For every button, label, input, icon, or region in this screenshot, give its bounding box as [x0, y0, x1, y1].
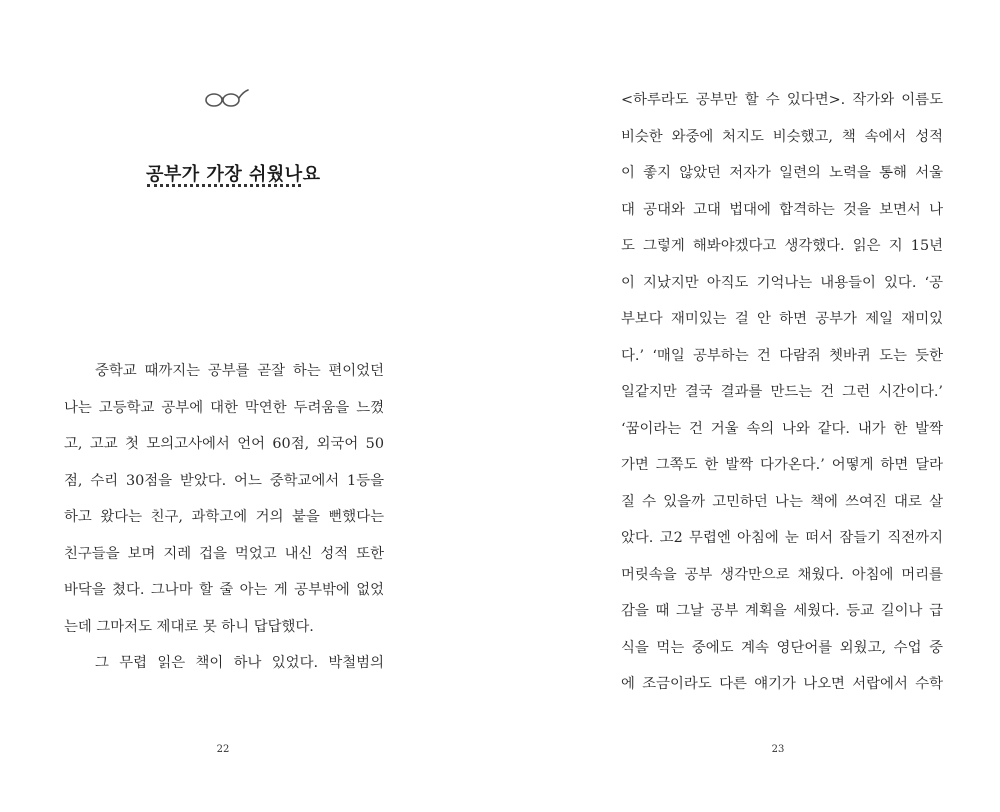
paragraph-line: 에 조금이라도 다른 얘기가 나오면 서랍에서 수학 — [621, 676, 943, 692]
paragraph-line: 고, 고교 첫 모의고사에서 언어 60점, 외국어 50 — [64, 436, 384, 452]
paragraph-line: 하고 왔다는 친구, 과학고에 거의 붙을 뻔했다는 — [64, 509, 384, 525]
paragraph-line: 점, 수리 30점을 받았다. 어느 중학교에서 1등을 — [64, 472, 384, 489]
paragraph-line: 나는 고등학교 공부에 대한 막연한 두려움을 느꼈 — [64, 399, 384, 416]
chapter-title: 공부가 가장 쉬웠나요 — [146, 164, 321, 185]
paragraph-line: 중학교 때까지는 공부를 곧잘 하는 편이었던 — [95, 363, 384, 379]
paragraph-line: 가면 그쪽도 한 발짝 다가온다.’ 어떻게 하면 달라 — [621, 457, 943, 473]
paragraph-line: 이 지났지만 아직도 기억나는 내용들이 있다. ‘공 — [621, 274, 943, 291]
paragraph-line: 친구들을 보며 지레 겁을 먹었고 내신 성적 또한 — [64, 545, 384, 562]
paragraph-line: 았다. 고2 무렵엔 아침에 눈 떠서 잠들기 직전까지 — [621, 530, 943, 546]
right-page — [500, 0, 1000, 812]
paragraph-line: 이 좋지 않았던 저자가 일련의 노력을 통해 서울 — [621, 165, 943, 181]
left-body-text — [64, 353, 384, 682]
paragraph-line: ‘꿈이라는 건 거울 속의 나와 같다. 내가 한 발짝 — [621, 420, 943, 437]
title-dotted-underline — [147, 184, 301, 187]
glasses-icon — [203, 86, 251, 110]
paragraph-line: 감을 때 그날 공부 계획을 세웠다. 등교 길이나 급 — [621, 603, 943, 619]
paragraph-line: 질 수 있을까 고민하던 나는 책에 쓰여진 대로 살 — [621, 493, 943, 510]
paragraph-line: 바닥을 쳤다. 그나마 할 줄 아는 게 공부밖에 없었 — [64, 582, 384, 598]
paragraph-line: 일같지만 결국 결과를 만드는 건 그런 시간이다.’ — [621, 384, 943, 400]
paragraph-line: 부보다 재미있는 걸 안 하면 공부가 제일 재미있 — [621, 311, 943, 327]
page-number: 22 — [216, 744, 230, 755]
paragraph-line: 머릿속을 공부 생각만으로 채웠다. 아침에 머리를 — [621, 566, 943, 583]
paragraph-line: 비슷한 와중에 처지도 비슷했고, 책 속에서 성적 — [621, 128, 943, 145]
paragraph-line: <하루라도 공부만 할 수 있다면>. 작가와 이름도 — [621, 92, 943, 108]
paragraph-line: 그 무렵 읽은 책이 하나 있었다. 박철범의 — [95, 655, 384, 671]
page-number: 23 — [771, 744, 785, 755]
paragraph-line: 식을 먹는 중에도 계속 영단어를 외웠고, 수업 중 — [621, 639, 943, 656]
paragraph-line: 다.’ ‘매일 공부하는 건 다람쥐 쳇바퀴 도는 듯한 — [621, 347, 943, 364]
paragraph-line: 는데 그마저도 제대로 못 하니 답답했다. — [64, 618, 314, 635]
paragraph-line: 대 공대와 고대 법대에 합격하는 것을 보면서 나 — [621, 201, 943, 218]
right-body-text — [621, 82, 943, 703]
paragraph-line: 도 그렇게 해봐야겠다고 생각했다. 읽은 지 15년 — [621, 238, 943, 254]
